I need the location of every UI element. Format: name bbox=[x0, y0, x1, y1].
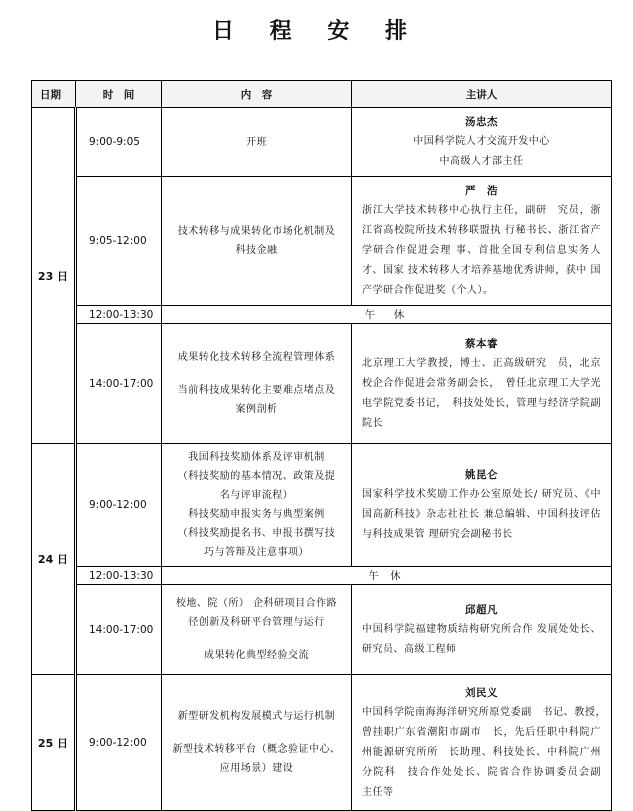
session-topic bbox=[162, 324, 352, 444]
session-time: 9:00-9:05 bbox=[76, 108, 162, 177]
topic-line: 新型研发机构发展模式与运行机制 bbox=[177, 711, 336, 722]
speaker-bio: 中国科学院南海海洋研究所原党委副 书记、教授， 曾挂职广东省潮阳市副市 长，先后任职中科院广州能源研究所所 长助理、科技处长、中科院广州分院科 技合作处处长、院省合作协调委员会副 主任等 bbox=[362, 706, 612, 798]
speaker-bio: 国家科学技术奖励工作办公室原处长/ 研究员、《中国高新科技》杂志社社长 兼总编辑、中国科技评估与科技成果管 理研究会副秘书长 bbox=[362, 489, 601, 540]
session-time: 14:00-17:00 bbox=[76, 324, 162, 444]
topic-line: 科技金融 bbox=[235, 245, 278, 256]
schedule-row bbox=[32, 444, 612, 567]
session-topic bbox=[162, 108, 352, 177]
speaker-name: 邱超凡 bbox=[465, 603, 498, 616]
speaker-name: 汤忠杰 bbox=[465, 116, 498, 128]
speaker-name: 姚昆仑 bbox=[465, 469, 498, 481]
topic-spacer bbox=[168, 726, 345, 740]
speaker-info bbox=[352, 177, 612, 306]
session-time: 14:00-17:00 bbox=[76, 585, 162, 675]
schedule-row bbox=[32, 567, 612, 585]
speaker-title-line: 中国科学院人才交流开发中心 bbox=[413, 136, 550, 147]
topic-line: 我国科技奖励体系及评审机制 bbox=[188, 452, 325, 463]
speaker-info bbox=[352, 444, 612, 567]
day-date: 25 日 bbox=[32, 675, 76, 811]
session-time: 9:00-12:00 bbox=[76, 444, 162, 567]
topic-line: 成果转化技术转移全流程管理体系 bbox=[177, 352, 336, 363]
session-topic bbox=[162, 444, 352, 567]
topic-line: 技术转移与成果转化市场化机制及 bbox=[177, 226, 336, 237]
header-row bbox=[32, 81, 612, 108]
schedule-row bbox=[32, 108, 612, 177]
header-date: 日期 bbox=[32, 81, 76, 108]
topic-line: 校地、院（所） 企科研项目合作路 bbox=[175, 598, 338, 609]
topic-line: 名与评审流程） bbox=[219, 490, 294, 501]
day-date: 24 日 bbox=[32, 444, 76, 675]
session-time: 9:00-12:00 bbox=[76, 675, 162, 811]
speaker-bio: 北京理工大学教授，博士、正高级研究 员，北京校企合作促进会常务副会长， 曾任北京理工大学光电学院党委书记， 科技处处长，管理与经济学院副院长 bbox=[362, 357, 601, 429]
lunch-break: 午 休 bbox=[162, 567, 612, 585]
topic-line: 新型技术转移平台（概念验证中心、 bbox=[172, 744, 341, 755]
header-content: 内 容 bbox=[162, 81, 352, 108]
speaker-info bbox=[352, 675, 612, 811]
topic-line: 开班 bbox=[246, 136, 267, 148]
topic-line: 当前科技成果转化主要难点堵点及 bbox=[177, 385, 336, 396]
schedule-row bbox=[32, 585, 612, 675]
header-time: 时 间 bbox=[76, 81, 162, 108]
topic-line: （科技奖励提名书、申报书撰写技 bbox=[177, 528, 336, 539]
topic-line: 成果转化典型经验交流 bbox=[204, 650, 309, 661]
topic-line: 科技奖励申报实务与典型案例 bbox=[188, 509, 325, 520]
session-topic bbox=[162, 585, 352, 675]
session-topic bbox=[162, 675, 352, 811]
header-speaker: 主讲人 bbox=[352, 81, 612, 108]
schedule-table bbox=[31, 80, 612, 811]
speaker-name: 严 浩 bbox=[465, 185, 498, 197]
topic-line: 应用场景）建设 bbox=[219, 763, 294, 774]
topic-spacer bbox=[168, 632, 345, 646]
session-topic bbox=[162, 177, 352, 306]
session-time: 12:00-13:30 bbox=[76, 567, 162, 585]
session-time: 9:05-12:00 bbox=[76, 177, 162, 306]
speaker-name: 蔡本睿 bbox=[465, 337, 498, 350]
schedule-body bbox=[32, 108, 612, 811]
speaker-bio: 中国科学院福建物质结构研究所合作 发展处处长、研究员、高级工程师 bbox=[362, 623, 601, 655]
speaker-info bbox=[352, 108, 612, 177]
speaker-bio: 浙江大学技术转移中心执行主任，副研 究员，浙江省高校院所技术转移联盟执 行秘书长、浙江省产学研合作促进会理 事、首批全国专利信息实务人才、国家 技术转移人才培养基地优秀讲师，获中 国产学研合作促进奖（个人）。 bbox=[362, 205, 601, 296]
speaker-title-line: 中高级人才部主任 bbox=[439, 156, 524, 167]
speaker-info bbox=[352, 324, 612, 444]
topic-line: 径创新及科研平台管理与运行 bbox=[188, 617, 325, 628]
topic-line: 巧与答辩及注意事项） bbox=[204, 547, 309, 558]
topic-spacer bbox=[168, 367, 345, 381]
page-title: 日 程 安 排 bbox=[212, 19, 421, 44]
speaker-name: 刘民义 bbox=[465, 686, 498, 699]
schedule-row bbox=[32, 177, 612, 306]
schedule-row bbox=[32, 675, 612, 811]
topic-line: 案例剖析 bbox=[235, 404, 278, 415]
topic-line: （科技奖励的基本情况、政策及提 bbox=[177, 471, 336, 482]
schedule-row bbox=[32, 324, 612, 444]
schedule-row bbox=[32, 306, 612, 324]
lunch-break: 午 休 bbox=[162, 306, 612, 324]
day-date: 23 日 bbox=[32, 108, 76, 444]
session-time: 12:00-13:30 bbox=[76, 306, 162, 324]
speaker-info bbox=[352, 585, 612, 675]
